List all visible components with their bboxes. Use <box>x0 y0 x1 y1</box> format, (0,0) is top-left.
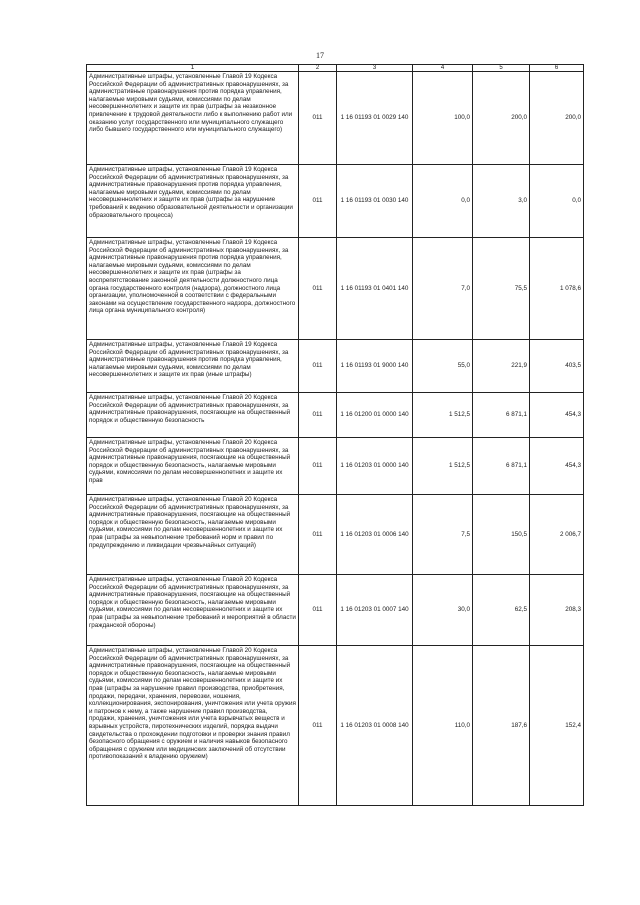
table-row <box>87 238 584 340</box>
value-col6-cell: 152,4 <box>530 646 584 806</box>
admin-code-cell: 011 <box>299 165 337 238</box>
value-col5-cell: 6 871,1 <box>473 438 530 495</box>
value-col5-cell: 75,5 <box>473 238 530 340</box>
value-col4-cell: 1 512,5 <box>413 438 473 495</box>
column-header: 3 <box>337 65 413 72</box>
admin-code-cell: 011 <box>299 575 337 646</box>
value-col4-cell: 7,5 <box>413 495 473 575</box>
value-col5-cell: 6 871,1 <box>473 393 530 438</box>
revenue-name-cell: Административные штрафы, установленные Главой 19 Кодекса Российской Федерации об административных правонарушениях, за административные правонарушения против порядка управления, налагаемые мировыми судьями, комиссиями по делам несовершеннолетних и защите их прав (штрафы за воспрепятствование законной деятельности должностного лица органа государственного контроля (надзора), должностного лица организации, уполномоченной в соответствии с федеральными законами на осуществление государственного надзора, должностного лица органа муниципального контроля) <box>87 238 299 340</box>
classification-code-cell: 1 16 01193 01 0029 140 <box>337 72 413 165</box>
value-col5-cell: 62,5 <box>473 575 530 646</box>
revenue-name-cell: Административные штрафы, установленные Главой 20 Кодекса Российской Федерации об административных правонарушениях, за административные правонарушения, посягающие на общественный порядок и общественную безопасность, налагаемые мировыми судьями, комиссиями по делам несовершеннолетних и защите их прав (штрафы за нарушение правил производства, приобретения, продажи, передачи, хранения, перевозки, ношения, коллекционирования, экспонирования, уничтожения или учета оружия и патронов к нему, а также нарушение правил производства, продажи, хранения, уничтожения или учета взрывчатых веществ и взрывных устройств, пиротехнических изделий, порядка выдачи свидетельства о прохождении подготовки и проверки знания правил безопасного обращения с оружием и наличия навыков безопасного обращения с оружием или медицинских заключений об отсутствии противопоказаний к владению оружием) <box>87 646 299 806</box>
classification-code-cell: 1 16 01203 01 0000 140 <box>337 438 413 495</box>
value-col5-cell: 187,6 <box>473 646 530 806</box>
value-col6-cell: 403,5 <box>530 340 584 393</box>
classification-code-cell: 1 16 01193 01 9000 140 <box>337 340 413 393</box>
admin-code-cell: 011 <box>299 72 337 165</box>
value-col4-cell: 1 512,5 <box>413 393 473 438</box>
value-col5-cell: 150,5 <box>473 495 530 575</box>
value-col6-cell: 454,3 <box>530 393 584 438</box>
table-row <box>87 495 584 575</box>
classification-code-cell: 1 16 01200 01 0000 140 <box>337 393 413 438</box>
value-col4-cell: 0,0 <box>413 165 473 238</box>
table-row <box>87 72 584 165</box>
classification-code-cell: 1 16 01193 01 0401 140 <box>337 238 413 340</box>
value-col6-cell: 2 006,7 <box>530 495 584 575</box>
table-header-row <box>87 65 584 72</box>
admin-code-cell: 011 <box>299 495 337 575</box>
admin-code-cell: 011 <box>299 340 337 393</box>
table-row <box>87 393 584 438</box>
budget-table <box>86 64 584 806</box>
classification-code-cell: 1 16 01203 01 0008 140 <box>337 646 413 806</box>
value-col5-cell: 200,0 <box>473 72 530 165</box>
value-col6-cell: 1 078,6 <box>530 238 584 340</box>
table-row <box>87 340 584 393</box>
value-col4-cell: 100,0 <box>413 72 473 165</box>
admin-code-cell: 011 <box>299 393 337 438</box>
value-col6-cell: 200,0 <box>530 72 584 165</box>
classification-code-cell: 1 16 01203 01 0006 140 <box>337 495 413 575</box>
column-header: 4 <box>413 65 473 72</box>
column-header: 5 <box>473 65 530 72</box>
table-row <box>87 646 584 806</box>
value-col4-cell: 110,0 <box>413 646 473 806</box>
value-col5-cell: 3,0 <box>473 165 530 238</box>
admin-code-cell: 011 <box>299 438 337 495</box>
classification-code-cell: 1 16 01203 01 0007 140 <box>337 575 413 646</box>
revenue-name-cell: Административные штрафы, установленные Главой 20 Кодекса Российской Федерации об административных правонарушениях, за административные правонарушения, посягающие на общественный порядок и общественную безопасность <box>87 393 299 438</box>
revenue-name-cell: Административные штрафы, установленные Главой 19 Кодекса Российской Федерации об административных правонарушениях, за административные правонарушения против порядка управления, налагаемые мировыми судьями, комиссиями по делам несовершеннолетних и защите их прав (штрафы за незаконное привлечение к трудовой деятельности либо к выполнению работ или оказанию услуг государственного или муниципального служащего либо бывшего государственного или муниципального служащего) <box>87 72 299 165</box>
revenue-name-cell: Административные штрафы, установленные Главой 20 Кодекса Российской Федерации об административных правонарушениях, за административные правонарушения, посягающие на общественный порядок и общественную безопасность, налагаемые мировыми судьями, комиссиями по делам несовершеннолетних и защите их прав (штрафы за невыполнение требований и мероприятий в области гражданской обороны) <box>87 575 299 646</box>
value-col5-cell: 221,9 <box>473 340 530 393</box>
table-row <box>87 438 584 495</box>
revenue-name-cell: Административные штрафы, установленные Главой 19 Кодекса Российской Федерации об административных правонарушениях, за административные правонарушения против порядка управления, налагаемые мировыми судьями, комиссиями по делам несовершеннолетних и защите их прав (штрафы за нарушение требований к ведению образовательной деятельности и организации образовательного процесса) <box>87 165 299 238</box>
value-col6-cell: 0,0 <box>530 165 584 238</box>
table-row <box>87 575 584 646</box>
value-col4-cell: 7,0 <box>413 238 473 340</box>
value-col6-cell: 208,3 <box>530 575 584 646</box>
value-col4-cell: 30,0 <box>413 575 473 646</box>
admin-code-cell: 011 <box>299 646 337 806</box>
page-number: 17 <box>316 51 324 60</box>
revenue-name-cell: Административные штрафы, установленные Главой 20 Кодекса Российской Федерации об административных правонарушениях, за административные правонарушения, посягающие на общественный порядок и общественную безопасность, налагаемые мировыми судьями, комиссиями по делам несовершеннолетних и защите их прав (штрафы за невыполнение требований норм и правил по предупреждению и ликвидации чрезвычайных ситуаций) <box>87 495 299 575</box>
revenue-name-cell: Административные штрафы, установленные Главой 19 Кодекса Российской Федерации об административных правонарушениях, за административные правонарушения против порядка управления, налагаемые мировыми судьями, комиссиями по делам несовершеннолетних и защите их прав (иные штрафы) <box>87 340 299 393</box>
classification-code-cell: 1 16 01193 01 0030 140 <box>337 165 413 238</box>
column-header: 2 <box>299 65 337 72</box>
value-col4-cell: 55,0 <box>413 340 473 393</box>
column-header: 6 <box>530 65 584 72</box>
column-header: 1 <box>87 65 299 72</box>
table-row <box>87 165 584 238</box>
admin-code-cell: 011 <box>299 238 337 340</box>
value-col6-cell: 454,3 <box>530 438 584 495</box>
revenue-name-cell: Административные штрафы, установленные Главой 20 Кодекса Российской Федерации об административных правонарушениях, за административные правонарушения, посягающие на общественный порядок и общественную безопасность, налагаемые мировыми судьями, комиссиями по делам несовершеннолетних и защите их прав <box>87 438 299 495</box>
